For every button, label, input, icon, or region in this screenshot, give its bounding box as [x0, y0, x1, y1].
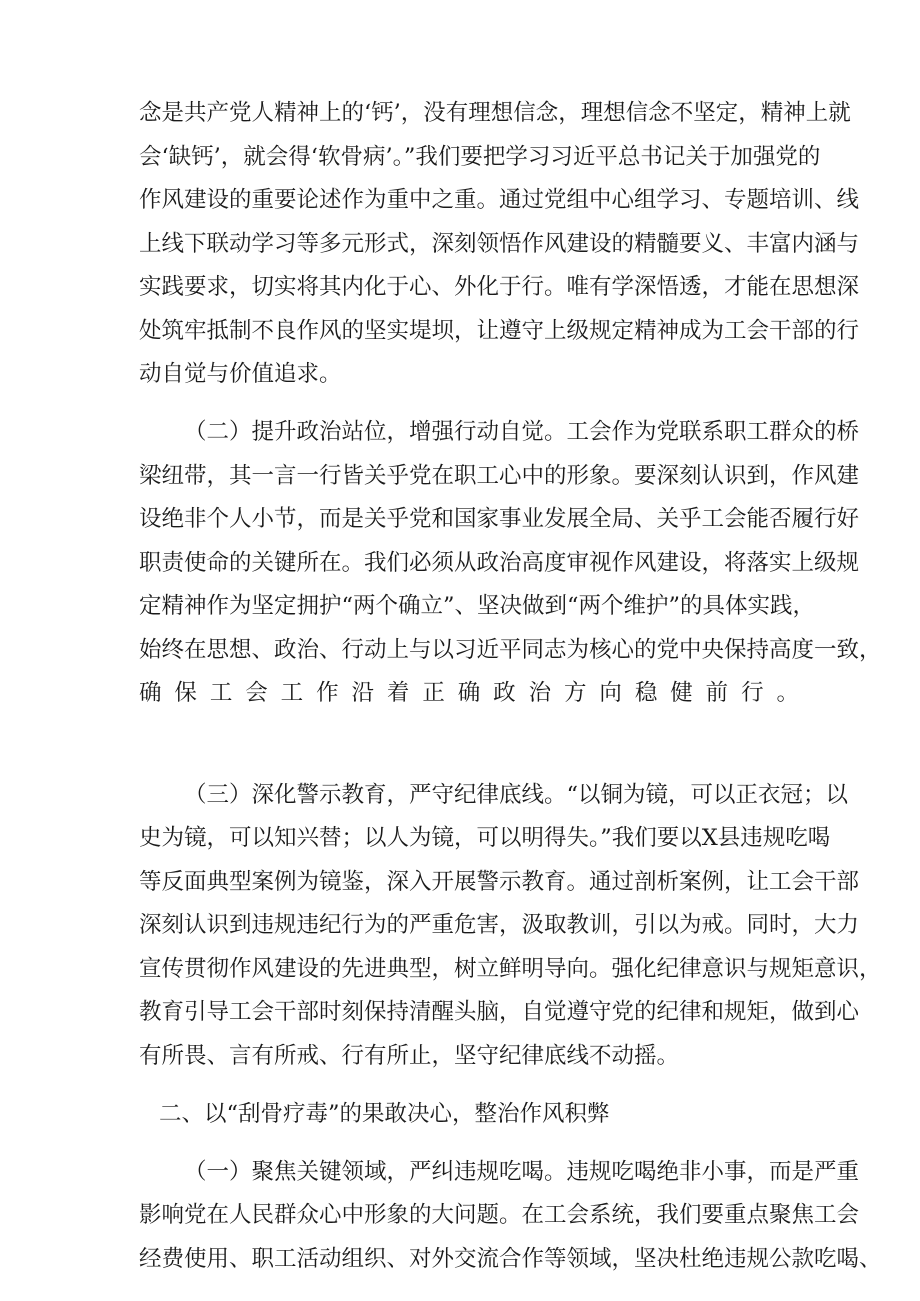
text-line: 设绝非个人小节，而是关乎党和国家事业发展全局、关乎工会能否履行好 — [139, 506, 860, 532]
text-line: 处筑牢抵制不良作风的坚实堤坝，让遵守上级规定精神成为工会干部的行 — [139, 317, 860, 344]
text-line: 等反面典型案例为镜鉴，深入开展警示教育。通过剖析案例，让工会干部 — [139, 868, 860, 895]
text-line: 职责使命的关键所在。我们必须从政治高度审视作风建设，将落实上级规 — [139, 549, 860, 576]
text-line: 作风建设的重要论述作为重中之重。通过党组中心组学习、专题培训、线 — [139, 187, 860, 213]
text-line: 实践要求，切实将其内化于心、外化于行。唯有学深悟透，才能在思想深 — [139, 274, 860, 300]
text-line: 确保工会工作沿着正确政治方向稳健前行。 — [139, 680, 799, 706]
text-line: 史为镜，可以知兴替；以人为镜，可以明得失。”我们要以X县违规吃喝 — [139, 825, 831, 851]
text-line: 念是共产党人精神上的‘钙’，没有理想信念，理想信念不坚定，精神上就 — [139, 100, 851, 126]
text-line: 教育引导工会干部时刻保持清醒头脑，自觉遵守党的纪律和规矩，做到心 — [139, 999, 860, 1025]
text-line: 宣传贯彻作风建设的先进典型，树立鲜明导向。强化纪律意识与规矩意识， — [139, 955, 882, 982]
text-line: 梁纽带，其一言一行皆关乎党在职工心中的形象。要深刻认识到，作风建 — [139, 462, 860, 489]
text-line: 影响党在人民群众心中形象的大问题。在工会系统，我们要重点聚焦工会 — [139, 1202, 860, 1228]
text-line: 动自觉与价值追求。 — [139, 361, 342, 387]
text-line: 深刻认识到违规违纪行为的严重危害，汲取教训，引以为戒。同时，大力 — [139, 912, 860, 938]
document-body — [139, 92, 882, 1281]
text-line: 上线下联动学习等多元形式，深刻领悟作风建设的精髓要义、丰富内涵与 — [139, 230, 860, 257]
text-line: （二）提升政治站位，增强行动自觉。工会作为党联系职工群众的桥 — [184, 419, 860, 445]
text-line: 会‘缺钙’，就会得‘软骨病’。”我们要把学习习近平总书记关于加强党的 — [139, 143, 821, 170]
text-line: 始终在思想、政治、行动上与以习近平同志为核心的党中央保持高度一致， — [139, 636, 882, 663]
text-line — [139, 716, 799, 760]
section-heading: 二、以“刮骨疗毒”的果敢决心，整治作风积弊 — [159, 1100, 610, 1127]
text-line: 定精神作为坚定拥护“两个确立”、坚决做到“两个维护”的具体实践， — [139, 593, 816, 619]
text-line: 经费使用、职工活动组织、对外交流合作等领域，坚决杜绝违规公款吃喝、 — [139, 1245, 882, 1272]
text-line: 有所畏、言有所戒、行有所止，坚守纪律底线不动摇。 — [139, 1042, 680, 1069]
text-line: （三）深化警示教育，严守纪律底线。“以铜为镜，可以正衣冠；以 — [184, 781, 849, 808]
text-line: （一）聚焦关键领域，严纠违规吃喝。违规吃喝绝非小事，而是严重 — [184, 1158, 860, 1185]
